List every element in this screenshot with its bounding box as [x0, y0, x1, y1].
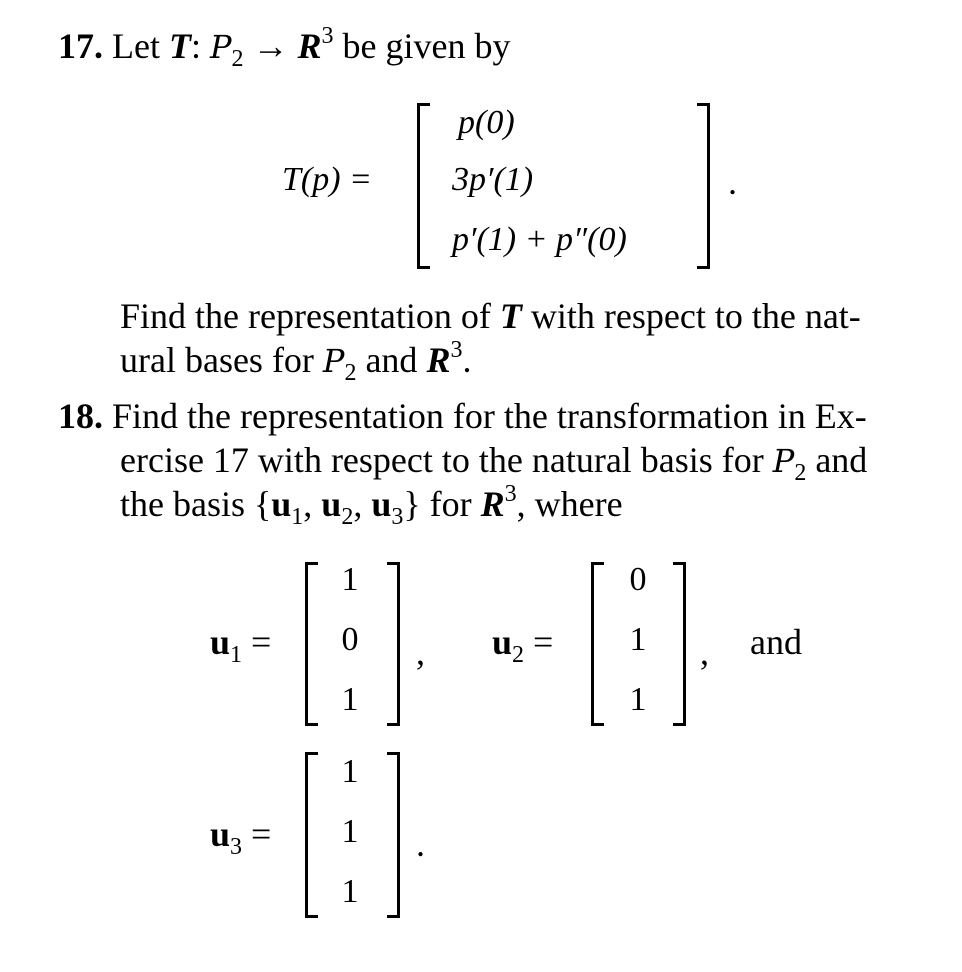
ex18-line-3 — [120, 481, 623, 531]
ex17-task-and: and — [365, 340, 418, 380]
u3-label-letter: u — [210, 814, 231, 854]
ex17-task-R-sup: 3 — [450, 337, 463, 363]
u3-period: . — [416, 824, 425, 864]
u2-value-2: 1 — [629, 621, 647, 658]
ex17-task-line-2 — [120, 337, 472, 387]
ex17-row-3: p′(1) + p″(0) — [452, 221, 627, 258]
u3-value-3: 1 — [341, 873, 359, 910]
ex17-task-R: R — [426, 340, 451, 380]
u3-label — [210, 812, 272, 861]
ex17-bracket-left — [417, 103, 430, 269]
ex18-text-1: Find the representation for the transformation in Ex- — [112, 396, 867, 436]
ex17-number: 17. — [58, 26, 103, 66]
ex18-R: R — [480, 484, 505, 524]
ex17-P-sub: 2 — [231, 46, 244, 73]
ex17-T: T — [168, 26, 191, 66]
u2-value-1: 0 — [629, 561, 647, 598]
ex18-u1-sub: 1 — [291, 504, 304, 531]
ex17-given: be given by — [342, 26, 511, 66]
ex17-period: . — [728, 162, 737, 202]
u3-bracket-left — [305, 752, 318, 918]
u1-bracket-right — [387, 562, 400, 726]
u1-label-letter: u — [210, 622, 231, 662]
ex17-task-P: P — [322, 342, 345, 380]
ex18-u2: u — [321, 484, 342, 524]
u3-value-1: 1 — [341, 753, 359, 790]
u2-comma: , — [700, 632, 709, 672]
ex18-text-2b: and — [815, 440, 868, 480]
u2-bracket-left — [591, 562, 604, 726]
u1-label-sub: 1 — [230, 642, 243, 669]
ex17-bracket-right — [697, 103, 710, 269]
u2-label-sub: 2 — [512, 642, 525, 669]
ex17-arrow: → — [252, 26, 289, 66]
u1-eq: = — [251, 622, 272, 662]
and-word: and — [750, 622, 802, 662]
ex18-u3: u — [371, 484, 392, 524]
ex18-line-1 — [58, 394, 867, 438]
u3-label-sub: 3 — [230, 834, 243, 861]
ex18-comma-1: , — [303, 484, 322, 524]
ex18-number: 18. — [58, 396, 103, 436]
u2-value-3: 1 — [629, 681, 647, 718]
ex18-text-2a: ercise 17 with respect to the natural basis for — [120, 440, 764, 480]
u1-comma: , — [416, 632, 425, 672]
ex17-task-b: with respect to the nat- — [530, 296, 861, 336]
ex17-row-1: p(0) — [458, 104, 515, 141]
ex18-u3-sub: 3 — [391, 504, 404, 531]
ex17-P: P — [210, 28, 232, 66]
u2-label-letter: u — [492, 622, 513, 662]
ex18-text-3b: } for — [403, 484, 472, 524]
ex18-P-sub: 2 — [794, 460, 807, 487]
ex17-R-sup: 3 — [321, 23, 334, 49]
u3-value-2: 1 — [341, 813, 359, 850]
ex17-task-line-1 — [120, 294, 861, 338]
ex17-task-P-sub: 2 — [344, 360, 357, 387]
u1-bracket-left — [305, 562, 318, 726]
u3-bracket-right — [387, 752, 400, 918]
u2-bracket-right — [673, 562, 686, 726]
u1-value-2: 0 — [341, 621, 359, 658]
ex18-line-2 — [120, 438, 868, 487]
ex17-task-c: ural bases for — [120, 340, 314, 380]
u2-eq: = — [533, 622, 554, 662]
ex18-text-3a: the basis { — [120, 484, 272, 524]
u1-value-3: 1 — [341, 681, 359, 718]
u1-value-1: 1 — [341, 561, 359, 598]
ex17-task-T: T — [499, 296, 522, 336]
ex17-task-a: Find the representation of — [120, 296, 491, 336]
ex17-task-period: . — [462, 340, 472, 380]
ex18-R-sup: 3 — [504, 481, 517, 507]
ex17-heading — [58, 23, 511, 73]
ex17-colon: : — [190, 26, 201, 66]
u1-label — [210, 620, 272, 669]
u3-eq: = — [251, 814, 272, 854]
ex18-u2-sub: 2 — [341, 504, 354, 531]
ex17-lhs: T(p) = — [282, 161, 372, 198]
ex18-u1: u — [271, 484, 292, 524]
ex17-let: Let — [112, 26, 160, 66]
ex18-P: P — [772, 442, 795, 480]
ex18-text-3c: , where — [516, 484, 623, 524]
u2-label — [492, 620, 554, 669]
ex17-R: R — [297, 26, 322, 66]
ex17-row-2: 3p′(1) — [452, 161, 534, 198]
ex18-comma-2: , — [353, 484, 372, 524]
